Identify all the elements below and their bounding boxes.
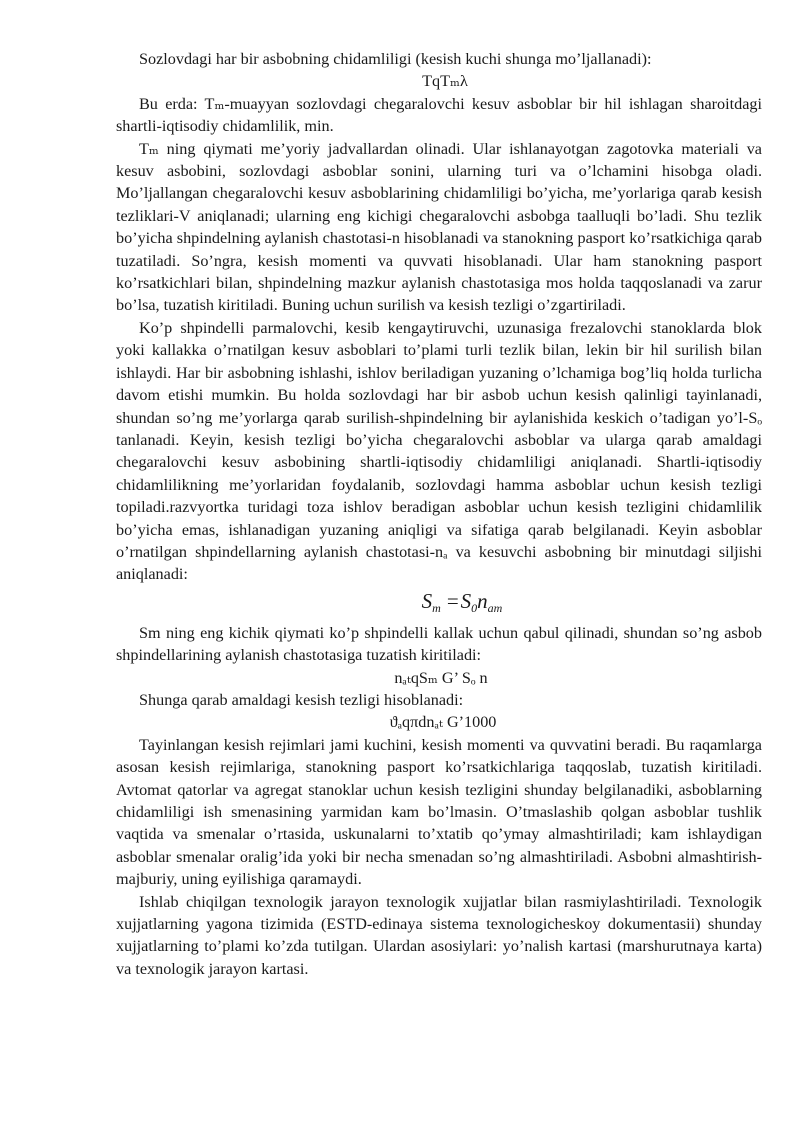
formula-durability: TqTₘλ: [422, 72, 468, 91]
formula-lhs-subscript: m: [432, 600, 441, 615]
formula-rhs-s-subscript: 0: [471, 600, 478, 615]
formula-feed-per-minute: [116, 588, 762, 621]
paragraph-actual-speed-intro: Shunga qarab amaldagi kesish tezligi hisoblanadi:: [139, 690, 464, 709]
document-page: [116, 48, 762, 980]
paragraph-intro: Sozlovdagi har bir asbobning chidamliligi (kesish kuchi shunga mo’ljallanadi):: [139, 50, 652, 68]
formula-actual-speed: ϑₐqπdnₐₜ G’1000: [389, 713, 497, 732]
paragraph-tm-values: Tₘ ning qiymati me’yoriy jadvallardan olinadi. Ular ishlanayotgan zagotovka materiali va kesuv asbobini, sozlovdagi asboblar sonini, ularning turi va o’lchamini hisobga oladi. Mo’ljallangan chegaralovchi kesuv asboblarining chidamliligi bo’yicha, me’yorlariga qarab kesish tezliklari-V aniqlanadi; ularning eng kichigi chegaralovchi asbobga taalluqli bo’ladi. Shu tezlik bo’yicha shpindelning aylanish chastotasi-n hisoblanadi va stanokning pasport ko’rsatkichiga qarab tuzatiladi. So’ngra, kesish momenti va quvvati hisoblanadi. Ular ham stanokning pasport ko’rsatkichlari bilan, shpindelning mazkur aylanish chastotasiga mos holda taqqoslanadi va zarur bo’lsa, tuzatish kiritiladi. Buning uchun surilish va kesish tezligi o’zgartiriladi.: [116, 139, 762, 315]
paragraph-multispindle: Ko’p shpindelli parmalovchi, kesib kengaytiruvchi, uzunasiga frezalovchi stanoklarda blok yoki kallakka o’rnatilgan kesuv asboblari to’plami turli tezlik bilan, lekin bir hil surilish bilan ishlaydi. Har bir asbobning ishlashi, ishlov beriladigan yuzaning o’lchamiga bog’liq holda turlicha davom etishi mumkin. Bu holda sozlovdagi har bir asbob uchun kesish qalinligi tayinlanadi, shundan so’ng me’yorlarga qarab surilish-shpindelning bir aylanishida keskich o’tadigan yo’l-Sₒ tanlanadi. Keyin, kesish tezligi bo’yicha chegaralovchi asboblar va ularga qarab amaldagi chegaralovchi kesuv asbobining shartli-iqtisodiy chidamliligi aniqlanadi. Shartli-iqtisodiy chidamlilikning me’yorlaridan foydalanib, sozlovdagi hamma asboblar uchun kesish tezligi topiladi.razvyortka turidagi toza ishlov beradigan asboblar uchun kesish tezligini chidamlilik bo’yicha emas, ishlanadigan yuzaning aniqligi va sifatiga qarab belgilanadi. Keyin asboblar o’rnatilgan shpindellarning aylanish chastotasi-nₐ va kesuvchi asbobning bir minutdagi siljishi aniqlanadi:: [116, 318, 762, 584]
paragraph-cutting-modes: Tayinlangan kesish rejimlari jami kuchini, kesish momenti va quvvatini beradi. Bu raqamlarga asosan kesish rejimlariga, stanokning pasport ko’rsatkichlariga taqqoslab, tuzatish kiritiladi. Avtomat qatorlar va agregat stanoklar uchun kesish tezligini shunday belgilanadiki, asboblarning chidamliligi ish smenasining yarmidan kam bo’lmasin. O’tmaslashib qolgan asboblar tushlik vaqtida va smenalar o’rtasida, uskunalarni to’xtatib qo’ymay almashtiriladi; kam ishlaydigan asboblar smenalar oralig’ida yoki bir necha smenadan so’ng almashtiriladi. Asbobni almashtirish-majburiy, uning eyilishiga qaramaydi.: [116, 735, 762, 889]
paragraph-definition: Bu erda: Tₘ-muayyan sozlovdagi chegaralovchi kesuv asboblar bir hil ishlagan sharoitdagi shartli-iqtisodiy chidamlilik, min.: [116, 94, 762, 136]
paragraph-documentation: Ishlab chiqilgan texnologik jarayon texnologik xujjatlar bilan rasmiylashtiriladi. Texnologik xujjatlarning yagona tizimida (ESTD-edinaya sistema texnologicheskoy dokumentasii) shunday xujjatlarning to’plami ko’zda tutilgan. Ulardan asosiylari: yo’nalish kartasi (marshurutnaya karta) va texnologik jarayon kartasi.: [116, 892, 762, 978]
paragraph-sm-min: Sm ning eng kichik qiymati ko’p shpindelli kallak uchun qabul qilinadi, shundan so’ng asbob shpindellarining aylanish chastotasiga tuzatish kiritiladi:: [116, 623, 762, 665]
formula-equals: =: [446, 588, 459, 613]
formula-rhs-n: n: [477, 588, 488, 613]
formula-rhs-n-subscript: ат: [487, 600, 503, 615]
formula-lhs: S: [421, 588, 433, 613]
formula-rhs-s: S: [460, 588, 472, 613]
formula-spindle-frequency: nₐₜqSₘ G’ Sₒ n: [394, 668, 488, 687]
